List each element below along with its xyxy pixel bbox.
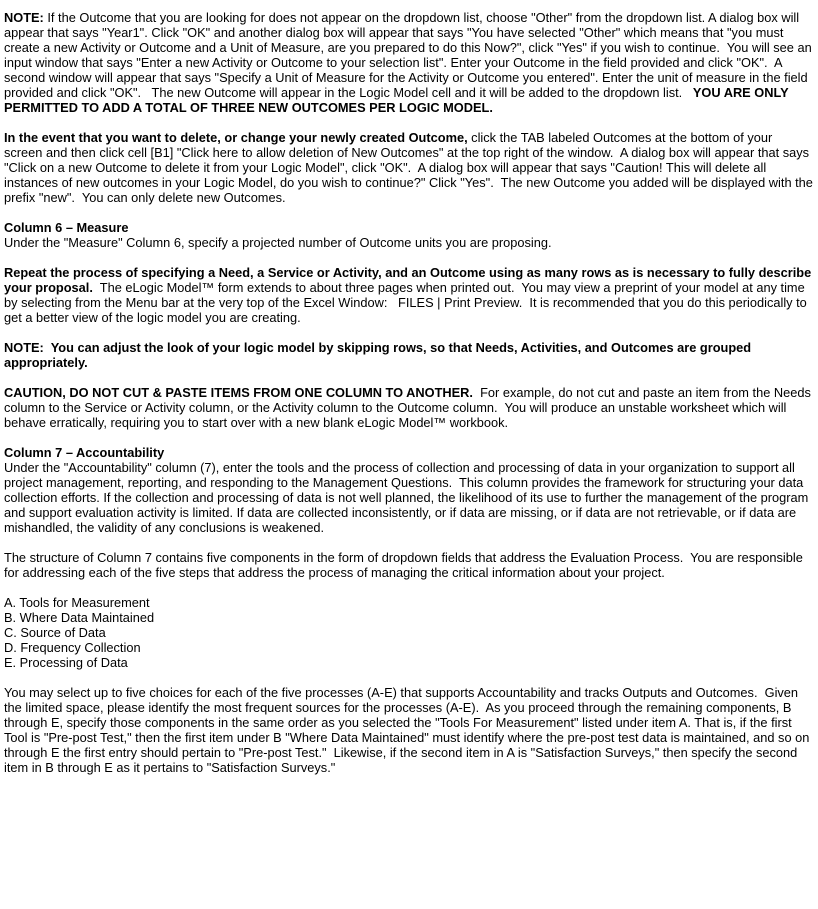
heading-column-7-accountability: Column 7 – Accountability <box>4 445 165 460</box>
emphasis-repeat-process-lead: Repeat the process of specifying a Need, a Service or Activity, and an Outcome using as many rows as is necessary to fully describe your proposal. <box>4 265 815 295</box>
paragraph-text: You may select up to five choices for each of the five processes (A-E) that supports Accountability and tracks Outputs and Outcomes. Given the limited space, please identify the most frequent sources for the processes (A-E). As you proceed through the remaining components, B through E, specify those components in the same order as you selected the "Tools For Measurement" listed under item A. That is, if the first Tool is "Pre-post Test," then the first item under B "Where Data Maintained" must identify where the pre-post test data is maintained, and so on through E the first entry should pertain to "Pre-post Test." Likewise, if the second item in A is "Satisfaction Surveys," then specify the second item in B through E as it pertains to "Satisfaction Surveys." <box>4 685 813 775</box>
paragraph-text: Under the "Accountability" column (7), enter the tools and the process of collection and processing of data in your organization to support all project management, reporting, and responding to the Management Questions. This column provides the framework for structuring your data collection efforts. If the collection and processing of data is not well planned, the likelihood of its use to further the management of the program and support evaluation activity is limited. If data are collected inconsistently, or if data are missing, or if data are not retrievable, or if data are mishandled, the validity of any conclusions is weakened. <box>4 460 812 535</box>
paragraph-note-skip-rows <box>4 340 814 370</box>
emphasis-caution-lead: CAUTION, DO NOT CUT & PASTE ITEMS FROM ONE COLUMN TO ANOTHER. <box>4 385 473 400</box>
list-item-tools-for-measurement: A. Tools for Measurement <box>4 595 150 610</box>
paragraph-text: For example, do not cut and paste an item from the Needs column to the Service or Activity column, or the Activity column to the Outcome column. You will produce an unstable worksheet which will behave erratically, requiring you to start over with a new blank eLogic Model™ workbook. <box>4 385 815 430</box>
paragraph-text: If the Outcome that you are looking for does not appear on the dropdown list, choose "Other" from the dropdown list. A dialog box will appear that says "Year1". Click "OK" and another dialog box will appear that says "You have selected "Other" which means that "you must create a new Activity or Outcome and a Unit of Measure, are you prepared to do this Now?", click "Yes" if you wish to continue. You will see an input window that says "Enter a new Activity or Outcome to your selection list". Enter your Outcome in the field provided and click "OK". A second window will appear that says "Specify a Unit of Measure for the Activity or Outcome you entered". Enter the unit of measure in the field provided and click "OK". The new Outcome will appear in the Logic Model cell and it will be added to the dropdown list. <box>4 10 816 100</box>
paragraph-text: click the TAB labeled Outcomes at the bottom of your screen and then click cell [B1] "Click here to allow deletion of New Outcomes" at the top right of the window. A dialog box will appear that says "Click on a new Outcome to delete it from your Logic Model", click "OK". A dialog box will appear that says "Caution! This will delete all instances of new outcomes in your Logic Model, do you wish to continue?" Click "Yes". The new Outcome you added will be displayed with the prefix "new". You can only delete new Outcomes. <box>4 130 817 205</box>
paragraph-five-choices-instructions <box>4 685 814 775</box>
paragraph-column-7-structure <box>4 550 814 580</box>
list-accountability-components <box>4 595 814 670</box>
paragraph-caution-cut-paste <box>4 385 814 430</box>
paragraph-note-new-outcomes <box>4 10 814 115</box>
list-item-where-data-maintained: B. Where Data Maintained <box>4 610 155 625</box>
paragraph-text: The eLogic Model™ form extends to about three pages when printed out. You may view a preprint of your model at any time by selecting from the Menu bar at the very top of the Excel Window: FILES | Print Preview. It is recommended that you do this periodically to get a better view of the logic model you are creating. <box>4 280 811 325</box>
note-label: NOTE: <box>4 10 44 25</box>
paragraph-repeat-process <box>4 265 814 325</box>
heading-column-6-measure: Column 6 – Measure <box>4 220 129 235</box>
list-item-source-of-data: C. Source of Data <box>4 625 106 640</box>
paragraph-column-6-measure <box>4 235 814 250</box>
paragraph-delete-change-outcome <box>4 130 817 205</box>
paragraph-text: Under the "Measure" Column 6, specify a projected number of Outcome units you are proposing. <box>4 235 552 250</box>
paragraph-text: The structure of Column 7 contains five components in the form of dropdown fields that address the Evaluation Process. You are responsible for addressing each of the five steps that address the process of managing the critical information about your project. <box>4 550 807 580</box>
list-item-processing-of-data: E. Processing of Data <box>4 655 128 670</box>
emphasis-three-outcomes-limit: YOU ARE ONLY PERMITTED TO ADD A TOTAL OF THREE NEW OUTCOMES PER LOGIC MODEL. <box>4 85 792 115</box>
paragraph-column-7-accountability <box>4 460 814 535</box>
list-item-frequency-collection: D. Frequency Collection <box>4 640 141 655</box>
emphasis-delete-change-lead: In the event that you want to delete, or change your newly created Outcome, <box>4 130 468 145</box>
emphasis-skip-rows-note: NOTE: You can adjust the look of your logic model by skipping rows, so that Needs, Activities, and Outcomes are grouped appropriately. <box>4 340 755 370</box>
